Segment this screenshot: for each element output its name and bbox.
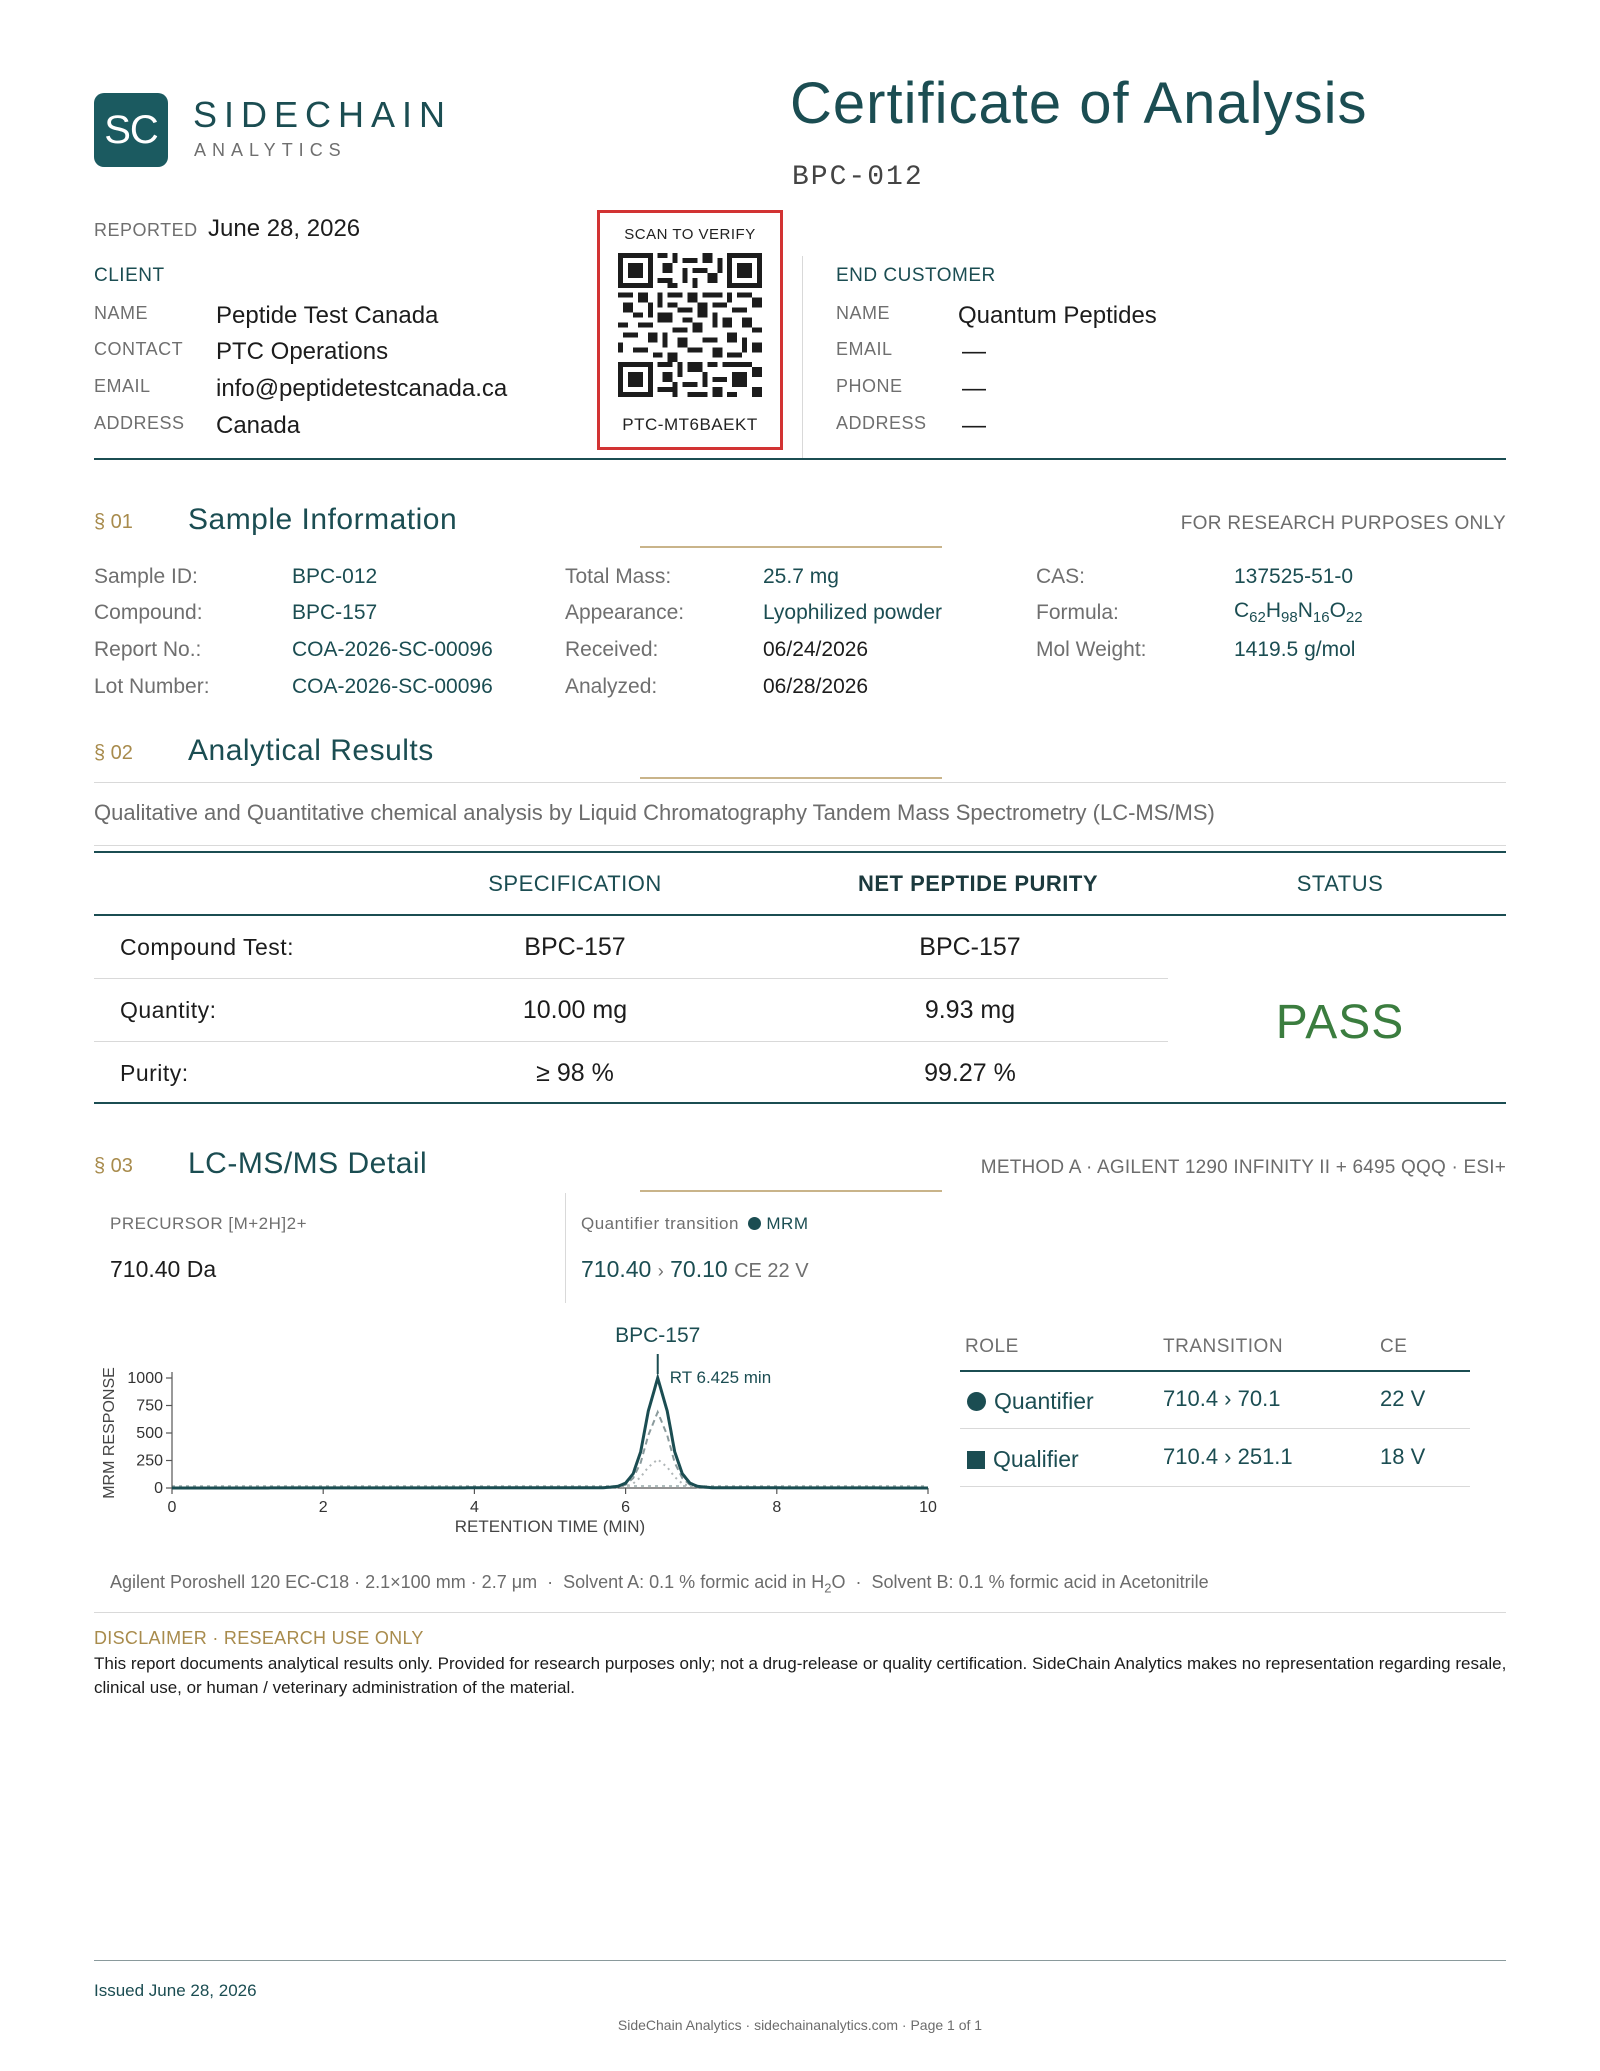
formula-value: [1234, 599, 1363, 626]
purity-label: Purity:: [120, 1060, 189, 1086]
vertical-divider: [802, 256, 803, 458]
quantifier-transition: 710.4 › 70.1: [1163, 1386, 1281, 1411]
client-contact: PTC Operations: [216, 338, 389, 365]
results-row-divider: [94, 1041, 1168, 1042]
compound-test-label: Compound Test:: [120, 934, 295, 960]
y-tick-label: 500: [136, 1425, 163, 1442]
purity-column-header: NET PEPTIDE PURITY: [857, 871, 1099, 896]
quantity-label: Quantity:: [120, 997, 217, 1023]
x-tick-label: 6: [621, 1499, 631, 1516]
precursor-value: 710.40 Da: [110, 1256, 217, 1282]
reported-date: June 28, 2026: [208, 215, 361, 242]
qualifier-ce: 18 V: [1380, 1444, 1426, 1469]
section3-accent-line: [640, 1190, 942, 1192]
column-spec: Agilent Poroshell 120 EC-C18 · 2.1×100 mm · 2.7 μm: [110, 1572, 538, 1592]
results-row-divider: [94, 978, 1168, 979]
company-subname: ANALYTICS: [194, 140, 347, 160]
end-customer-name: Quantum Peptides: [958, 302, 1157, 329]
qualifier-transition: 710.4 › 251.1: [1163, 1444, 1293, 1469]
total-mass-value: 25.7 mg: [763, 565, 839, 588]
footer-divider: [94, 1960, 1506, 1961]
transitions-header-rule: [960, 1370, 1470, 1372]
client-name-label: NAME: [94, 303, 149, 323]
client-contact-label: CONTACT: [94, 339, 184, 359]
qualifier-role: Qualifier: [993, 1446, 1079, 1472]
lot-number-label: Lot Number:: [94, 675, 210, 698]
quant-ce: CE 22 V: [734, 1260, 809, 1282]
y-tick-label: 750: [136, 1397, 163, 1415]
formula-h-count: 98: [1281, 609, 1298, 627]
y-tick-label: 1000: [127, 1370, 163, 1387]
client-address: Canada: [216, 412, 301, 439]
results-header-rule: [94, 914, 1506, 916]
formula-c-count: 62: [1249, 609, 1266, 627]
section1-accent-line: [640, 546, 942, 548]
status-column-header: STATUS: [1296, 871, 1384, 896]
end-customer-email: —: [962, 338, 986, 365]
quantifier-label-text: Quantifier transition: [581, 1214, 739, 1233]
report-no-value: COA-2026-SC-00096: [292, 638, 493, 661]
formula-o: O: [1329, 599, 1346, 622]
purity-spec: ≥ 98 %: [536, 1059, 614, 1087]
formula-n-count: 16: [1312, 609, 1330, 627]
quantifier-transition-value: [581, 1256, 809, 1283]
x-tick-label: 0: [167, 1499, 177, 1516]
x-tick-label: 4: [469, 1499, 479, 1516]
client-email: info@peptidetestcanada.ca: [216, 375, 508, 402]
series-line-qualifier: [172, 1412, 928, 1488]
transitions-row-divider: [960, 1428, 1470, 1429]
spec-column-header: SPECIFICATION: [488, 871, 662, 896]
appearance-label: Appearance:: [565, 601, 685, 624]
formula-label: Formula:: [1036, 601, 1119, 624]
sample-id-label: Sample ID:: [94, 565, 198, 588]
formula-c: C: [1234, 599, 1250, 622]
end-customer-name-label: NAME: [836, 303, 891, 323]
x-tick-label: 8: [772, 1499, 782, 1516]
cas-label: CAS:: [1036, 565, 1086, 588]
ce-column-header: CE: [1380, 1336, 1408, 1357]
lot-number-value: COA-2026-SC-00096: [292, 675, 493, 698]
formula-h: H: [1265, 599, 1282, 622]
quantifier-ce: 22 V: [1380, 1386, 1426, 1411]
circle-marker-icon: [967, 1392, 986, 1411]
chevron-right-icon: ›: [657, 1261, 664, 1281]
mol-weight-label: Mol Weight:: [1036, 638, 1147, 661]
mrm-mode: MRM: [766, 1214, 809, 1233]
status-pass: PASS: [1275, 996, 1405, 1049]
total-mass-label: Total Mass:: [565, 565, 672, 588]
section3-number: § 03: [94, 1155, 133, 1177]
end-customer-email-label: EMAIL: [836, 339, 893, 359]
reported-label: REPORTED: [94, 220, 198, 240]
qr-code-id: PTC-MT6BAEKT: [622, 415, 758, 434]
precursor-label: PRECURSOR [M+2H]2+: [110, 1214, 307, 1233]
y-axis-label: MRM RESPONSE: [101, 1367, 118, 1499]
sample-id-value: BPC-012: [292, 565, 378, 588]
section2-divider: [94, 782, 1506, 783]
chromatogram-chart: [94, 1318, 954, 1548]
cas-value: 137525-51-0: [1234, 565, 1354, 588]
company-name: SIDECHAIN: [193, 94, 453, 135]
x-axis-label: RETENTION TIME (MIN): [454, 1517, 646, 1536]
column-info-divider: [94, 1612, 1506, 1613]
end-customer-address: —: [962, 412, 986, 439]
end-customer-address-label: ADDRESS: [836, 413, 927, 433]
mol-weight-value: 1419.5 g/mol: [1234, 638, 1356, 661]
peak-label: BPC-157: [615, 1324, 701, 1347]
company-logo: SC: [94, 93, 168, 167]
section2-title: Analytical Results: [188, 734, 434, 767]
section3-title: LC-MS/MS Detail: [188, 1147, 428, 1180]
y-tick-label: 250: [136, 1452, 163, 1470]
description-divider: [94, 845, 1506, 846]
footer-line: SideChain Analytics · sidechainanalytics.com · Page 1 of 1: [617, 2017, 983, 2033]
section1-number: § 01: [94, 511, 133, 533]
analyzed-value: 06/28/2026: [763, 675, 869, 698]
end-customer-heading: END CUSTOMER: [836, 265, 996, 286]
analyzed-label: Analyzed:: [565, 675, 658, 698]
document-title: Certificate of Analysis: [790, 71, 1368, 136]
formula-n: N: [1297, 599, 1313, 622]
disclaimer-title: DISCLAIMER · RESEARCH USE ONLY: [94, 1628, 424, 1648]
qr-heading: SCAN TO VERIFY: [624, 226, 756, 243]
report-no-label: Report No.:: [94, 638, 202, 661]
x-tick-label: 10: [919, 1499, 937, 1516]
series-line-quantifier: [172, 1378, 928, 1488]
series-line-qualifier-2: [172, 1459, 928, 1488]
solvent-a-suffix: O: [831, 1572, 846, 1592]
transitions-bottom-rule: [960, 1486, 1470, 1487]
compound-label: Compound:: [94, 601, 203, 624]
compound-value: BPC-157: [292, 601, 378, 624]
rt-annotation: RT 6.425 min: [669, 1368, 772, 1387]
column-info-separator: ·: [547, 1572, 554, 1592]
transition-column-header: TRANSITION: [1163, 1336, 1284, 1357]
client-email-label: EMAIL: [94, 376, 151, 396]
end-customer-phone-label: PHONE: [836, 376, 903, 396]
solvent-a: Solvent A: 0.1 % formic acid in H: [563, 1572, 825, 1592]
square-marker-icon: [967, 1451, 985, 1469]
client-address-label: ADDRESS: [94, 413, 185, 433]
section1-title: Sample Information: [188, 503, 458, 536]
quantifier-role: Quantifier: [994, 1388, 1094, 1414]
client-name: Peptide Test Canada: [216, 302, 439, 329]
results-table-bottom-rule: [94, 1102, 1506, 1104]
document-subtitle: BPC-012: [792, 162, 924, 193]
qr-code[interactable]: [618, 253, 762, 397]
column-info: [110, 1572, 1209, 1596]
x-tick-label: 2: [318, 1499, 328, 1516]
transition-row-qualifier: [967, 1446, 1079, 1473]
analysis-description: Qualitative and Quantitative chemical analysis by Liquid Chromatography Tandem Mass Spectrometry (LC-MS/MS): [94, 800, 1215, 825]
received-value: 06/24/2026: [763, 638, 869, 661]
mrm-dot-icon: [748, 1217, 761, 1230]
method-note: METHOD A · AGILENT 1290 INFINITY II + 6495 QQQ · ESI+: [980, 1157, 1506, 1178]
column-info-separator: ·: [855, 1572, 862, 1592]
appearance-value: Lyophilized powder: [763, 601, 943, 624]
quant-from: 710.40: [581, 1256, 652, 1282]
compound-test-result: BPC-157: [919, 933, 1021, 961]
received-label: Received:: [565, 638, 659, 661]
results-table-top-rule: [94, 851, 1506, 853]
disclaimer-text: This report documents analytical results only. Provided for research purposes only; not a drug-release or quality certification. SideChain Analytics makes no representation regarding resale, clinical use, or human / veterinary administration of the material.: [94, 1654, 1507, 1697]
quantifier-transition-label: [581, 1214, 808, 1234]
purity-result: 99.27 %: [924, 1059, 1016, 1087]
quant-to: 70.10: [670, 1256, 728, 1282]
header-divider: [94, 458, 1506, 460]
section2-accent-line: [640, 777, 942, 779]
y-tick-label: 0: [154, 1480, 163, 1497]
section2-number: § 02: [94, 742, 133, 764]
role-column-header: ROLE: [965, 1336, 1019, 1357]
quantity-result: 9.93 mg: [924, 996, 1016, 1024]
compound-test-spec: BPC-157: [524, 933, 626, 961]
research-purpose-note: FOR RESEARCH PURPOSES ONLY: [1180, 513, 1506, 534]
end-customer-phone: —: [962, 375, 986, 402]
issued-date: Issued June 28, 2026: [94, 1981, 257, 2000]
detail-divider: [565, 1193, 566, 1303]
formula-o-count: 22: [1345, 609, 1363, 627]
solvent-a-subscript: 2: [824, 1580, 832, 1596]
solvent-b: Solvent B: 0.1 % formic acid in Acetonitrile: [871, 1572, 1209, 1592]
transition-row-quantifier: [967, 1388, 1094, 1415]
client-heading: CLIENT: [94, 265, 165, 286]
quantity-spec: 10.00 mg: [522, 996, 628, 1024]
